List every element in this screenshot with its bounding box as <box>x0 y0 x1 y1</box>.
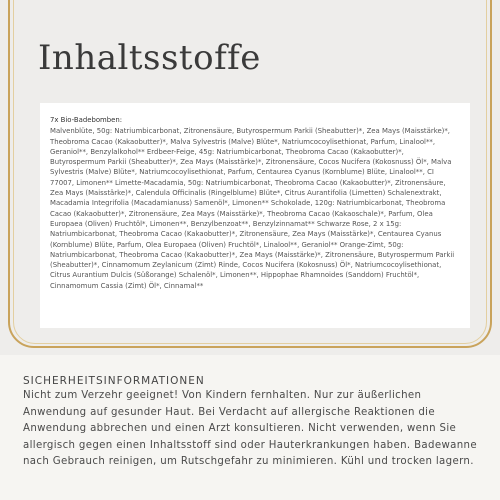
safety-text: Nicht zum Verzehr geeignet! Von Kindern fernhalten. Nur zur äußerlichen Anwendung auf gesunder Haut. Bei Verdacht auf allergische Reaktionen die Anwendung abbrechen und einen Arzt konsultieren. Nicht verwenden, wenn Sie allergisch gegen einen Inhaltsstoff sind oder Hauterkrankungen haben. Badewanne nach Gebrauch reinigen, um Rutschgefahr zu minimieren. Kühl und trocken lagern. <box>23 390 477 467</box>
safety-section <box>23 375 483 471</box>
ingredients-list: Malvenblüte, 50g: Natriumbicarbonat, Zitronensäure, Butyrospermum Parkii (Sheabutter)*, Zea Mays (Maisstärke)*, Theobroma Cacao (Kakaobutter)*, Malva Sylvestris (Malve) Blüte*, Natriumcocoylisethionat, Parfum, Linalool**, Geraniol**, Benzylalkohol** Erdbeer-Feige, 45g: Natriumbicarbonat, Theobroma Cacao (Kakaobutter)*, Butyrospermum Parkii (Sheabutter)*, Zea Mays (Maisstärke)*, Zitronensäure, Cocos Nucifera (Kokosnuss) Öl*, Malva Sylvestris (Malve) Blüte*, Natriumcocoylisethionat, Parfum, Centaurea Cyanus (Kornblume) Blüte, Linalool**, CI 77007, Limonen** Limette-Macadamia, 50g: Natriumbicarbonat, Theobroma Cacao (Kakaobutter)*, Zitronensäure, Zea Mays (Maisstärke)*, Calendula Officinalis (Ringelblume) Blüte*, Citrus Aurantifolia (Limetten) Schalenextrakt, Macadamia Integrifolia (Macadamianuss) Samenöl*, Limonen** Schokolade, 120g: Natriumbicarbonat, Theobroma Cacao (Kakaobutter)*, Zitronensäure, Zea Mays (Maisstärke)*, Theobroma Cacao (Kakaoschale)*, Parfum, Olea Europaea (Oliven) Fruchtöl*, Limonen**, Benzylbenzoat**, Benzylzinnamat** Schwarze Rose, 2 x 15g: Natriumbicarbonat, Theobroma Cacao (Kakaobutter)*, Zitronensäure, Zea Mays (Maisstärke)*, Centaurea Cyanus (Kornblume) Blüte, Parfum, Olea Europaea (Oliven) Fruchtöl*, Linalool**, Geraniol** Orange-Zimt, 50g: Natriumbicarbonat, Theobroma Cacao (Kakaobutter)*, Zea Mays (Maisstärke)*, Zitronensäure, Butyrospermum Parkii (Sheabutter)*, Cinnamomum Zeylanicum (Zimt) Rinde, Cocos Nucifera (Kokosnuss) Öl*, Natriumcocoylisethionat, Citrus Aurantium Dulcis (Süßorange) Schalenöl*, Limonen**, Hippophae Rhamnoides (Sanddorn) Fruchtöl*, Cinnamomum Cassia (Zimt) Öl*, Cinnamal** <box>50 127 455 290</box>
page-title: Inhaltsstoffe <box>38 38 261 78</box>
ingredients-heading: 7x Bio-Badebomben: <box>50 116 123 124</box>
ingredients-box <box>40 103 470 328</box>
safety-heading: SICHERHEITSINFORMATIONEN <box>23 375 205 387</box>
